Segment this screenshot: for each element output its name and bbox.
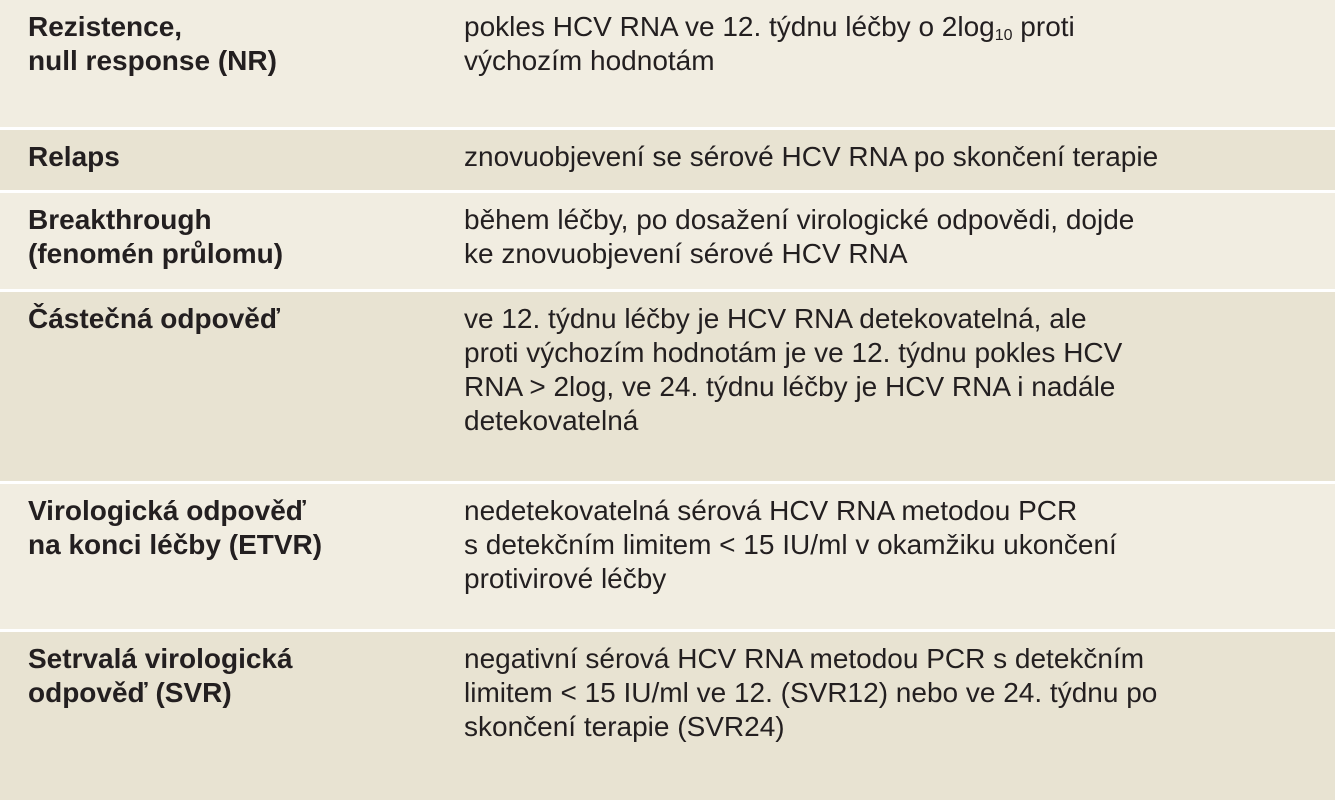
term-cell: [0, 203, 436, 289]
term-line: na konci léčby (ETVR): [28, 529, 323, 560]
table-row: [0, 130, 1335, 193]
term-line: null response (NR): [28, 45, 277, 76]
definition-cell: [436, 140, 1335, 190]
definition-line: limitem < 15 IU/ml ve 12. (SVR12) nebo ve 24. týdnu po: [464, 677, 1158, 708]
term-line: Částečná odpověď: [28, 303, 280, 334]
definition-cell: [436, 10, 1335, 127]
definition-line: znovuobjevení se sérové HCV RNA po skončení terapie: [464, 141, 1159, 172]
definition-line: ve 12. týdnu léčby je HCV RNA detekovatelná, ale: [464, 303, 1087, 334]
term-cell: [0, 10, 436, 127]
term-line: Breakthrough: [28, 204, 212, 235]
term-line: odpověď (SVR): [28, 677, 232, 708]
table-row: [0, 632, 1335, 800]
definition-line: pokles HCV RNA ve 12. týdnu léčby o $2\log_{10}$ proti: [464, 11, 1075, 44]
table-row: [0, 292, 1335, 484]
term-line: Rezistence,: [28, 11, 183, 42]
definition-cell: [436, 302, 1335, 481]
definition-line: detekovatelná: [464, 405, 639, 436]
definition-line: protivirové léčby: [464, 563, 667, 594]
term-cell: [0, 494, 436, 629]
table-row: [0, 0, 1335, 130]
definition-line: nedetekovatelná sérová HCV RNA metodou PCR: [464, 495, 1078, 526]
term-line: (fenomén průlomu): [28, 238, 284, 269]
term-cell: [0, 140, 436, 190]
definition-line: výchozím hodnotám: [464, 45, 715, 76]
definition-cell: [436, 203, 1335, 289]
subscript: 10: [994, 27, 1013, 44]
definition-cell: [436, 642, 1335, 800]
definition-cell: [436, 494, 1335, 629]
term-line: Relaps: [28, 141, 120, 172]
definition-line: skončení terapie (SVR24): [464, 711, 785, 742]
definition-line: proti výchozím hodnotám je ve 12. týdnu pokles HCV: [464, 337, 1123, 368]
table-row: [0, 484, 1335, 632]
term-cell: [0, 642, 436, 800]
term-cell: [0, 302, 436, 481]
term-line: Virologická odpověď: [28, 495, 306, 526]
definition-line: negativní sérová HCV RNA metodou PCR s detekčním: [464, 643, 1145, 674]
table-row: [0, 193, 1335, 292]
term-line: Setrvalá virologická: [28, 643, 293, 674]
definition-line: s detekčním limitem < 15 IU/ml v okamžiku ukončení: [464, 529, 1117, 560]
definition-line: během léčby, po dosažení virologické odpovědi, dojde: [464, 204, 1135, 235]
definition-line: ke znovuobjevení sérové HCV RNA: [464, 238, 908, 269]
definition-line: RNA > 2log, ve 24. týdnu léčby je HCV RNA i nadále: [464, 371, 1116, 402]
